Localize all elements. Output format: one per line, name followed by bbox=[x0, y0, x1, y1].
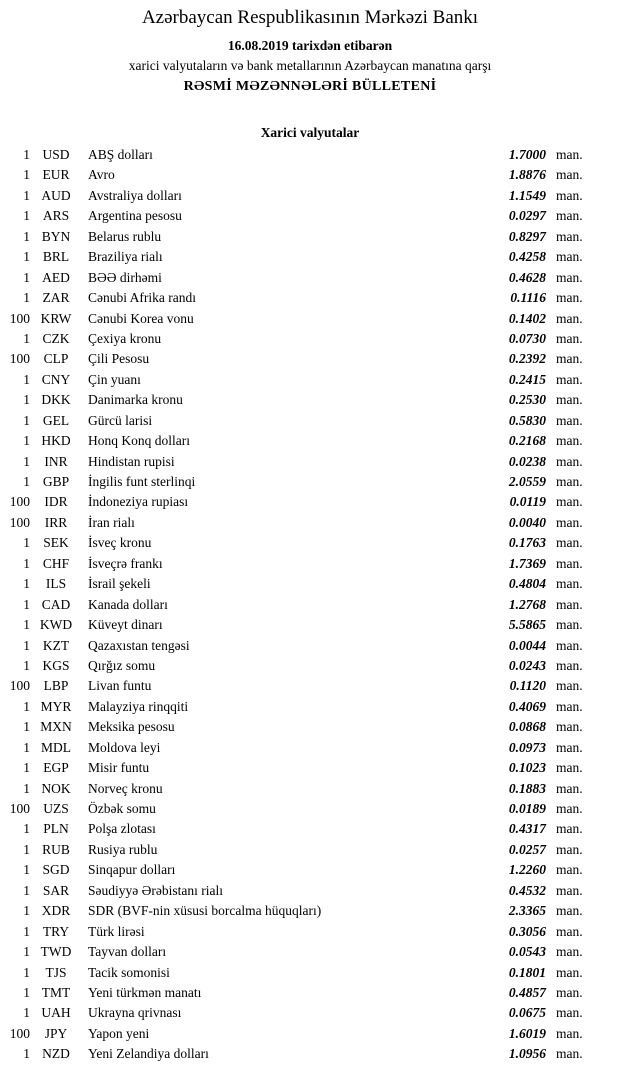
currency-quantity: 100 bbox=[9, 678, 30, 694]
currency-quantity: 1 bbox=[23, 576, 30, 592]
unit-label: man. bbox=[556, 984, 583, 1000]
unit-label: man. bbox=[556, 780, 583, 796]
currency-name: Cənubi Korea vonu bbox=[88, 310, 194, 326]
currency-name: Danimarka kronu bbox=[88, 392, 183, 408]
rate-value: 0.2168 bbox=[508, 433, 546, 449]
unit-label: man. bbox=[556, 249, 583, 265]
rate-row bbox=[0, 270, 620, 290]
currency-name: Sinqapur dolları bbox=[88, 862, 176, 878]
currency-code: CAD bbox=[41, 596, 71, 612]
rate-value: 1.8876 bbox=[508, 167, 546, 183]
bulletin-subtitle: xarici valyutaların və bank metallarının Azərbaycan manatına qarşı bbox=[128, 58, 492, 73]
currency-code: NOK bbox=[41, 780, 71, 796]
unit-label: man. bbox=[556, 392, 583, 408]
unit-label: man. bbox=[556, 801, 583, 816]
bulletin-header bbox=[0, 6, 620, 96]
currency-name: Rusiya rublu bbox=[88, 841, 158, 857]
currency-quantity: 100 bbox=[9, 514, 30, 530]
currency-name: Türk lirəsi bbox=[88, 923, 145, 939]
currency-name: Norveç kronu bbox=[88, 780, 163, 796]
currency-quantity: 1 bbox=[23, 821, 30, 837]
unit-label: man. bbox=[556, 637, 583, 653]
unit-label: man. bbox=[556, 412, 583, 428]
currency-code: IDR bbox=[44, 494, 68, 510]
unit-label: man. bbox=[556, 596, 583, 612]
unit-label: man. bbox=[556, 351, 583, 367]
currency-name: Tacik somonisi bbox=[88, 964, 170, 980]
currency-name: İndoneziya rupiası bbox=[88, 494, 189, 510]
currency-name: Ukrayna qrivnası bbox=[88, 1005, 182, 1021]
currency-quantity: 1 bbox=[23, 535, 30, 551]
rate-value: 0.1801 bbox=[508, 964, 546, 980]
rate-value: 0.4069 bbox=[508, 698, 546, 714]
currency-quantity: 1 bbox=[23, 1005, 30, 1021]
unit-label: man. bbox=[556, 678, 583, 694]
unit-label: man. bbox=[556, 514, 583, 530]
currency-code: UAH bbox=[41, 1005, 71, 1021]
currency-name: Moldova leyi bbox=[88, 739, 161, 755]
currency-code: CZK bbox=[42, 330, 70, 346]
currency-name: Yeni Zelandiya dolları bbox=[88, 1046, 209, 1062]
rate-row bbox=[0, 821, 620, 841]
rate-value: 0.0675 bbox=[508, 1005, 546, 1021]
rate-row bbox=[0, 678, 620, 698]
currency-code: MDL bbox=[41, 739, 71, 755]
currency-quantity: 1 bbox=[23, 453, 30, 469]
currency-quantity: 1 bbox=[23, 719, 30, 735]
currency-code: KWD bbox=[39, 617, 73, 633]
rate-value: 2.0559 bbox=[508, 474, 546, 489]
section-title-foreign-currencies: Xarici valyutalar bbox=[260, 125, 360, 140]
currency-code: MYR bbox=[40, 698, 72, 714]
rate-row bbox=[0, 781, 620, 801]
currency-quantity: 1 bbox=[23, 330, 30, 346]
currency-name: BƏƏ dirhəmi bbox=[88, 269, 162, 285]
currency-name: Yeni türkmən manatı bbox=[88, 984, 202, 1000]
unit-label: man. bbox=[556, 330, 583, 346]
unit-label: man. bbox=[556, 555, 583, 571]
currency-name: Küveyt dinarı bbox=[88, 617, 163, 633]
rate-row bbox=[0, 1026, 620, 1046]
currency-code: BRL bbox=[42, 249, 70, 265]
currency-quantity: 1 bbox=[23, 862, 30, 878]
unit-label: man. bbox=[556, 841, 583, 857]
currency-quantity: 100 bbox=[9, 310, 30, 326]
currency-quantity: 1 bbox=[23, 944, 30, 960]
rate-row bbox=[0, 965, 620, 985]
currency-code: CNY bbox=[41, 371, 71, 387]
rate-row bbox=[0, 597, 620, 617]
rate-value: 1.7000 bbox=[508, 147, 546, 162]
currency-quantity: 100 bbox=[9, 1025, 30, 1041]
rate-row bbox=[0, 331, 620, 351]
currency-quantity: 1 bbox=[23, 412, 30, 428]
unit-label: man. bbox=[556, 821, 583, 837]
rate-value: 0.0119 bbox=[509, 494, 546, 510]
currency-name: Çin yuanı bbox=[88, 371, 141, 387]
currency-code: JPY bbox=[44, 1025, 68, 1041]
unit-label: man. bbox=[556, 147, 583, 162]
currency-quantity: 1 bbox=[23, 269, 30, 285]
currency-name: İsveç kronu bbox=[88, 535, 152, 551]
unit-label: man. bbox=[556, 944, 583, 960]
currency-quantity: 1 bbox=[23, 371, 30, 387]
currency-quantity: 1 bbox=[23, 780, 30, 796]
currency-quantity: 1 bbox=[23, 474, 30, 489]
unit-label: man. bbox=[556, 923, 583, 939]
rate-value: 1.6019 bbox=[508, 1025, 546, 1041]
unit-label: man. bbox=[556, 862, 583, 878]
currency-name: İsveçrə frankı bbox=[88, 555, 163, 571]
currency-code: DKK bbox=[41, 392, 71, 408]
rate-value: 0.4804 bbox=[508, 576, 546, 592]
unit-label: man. bbox=[556, 208, 583, 224]
currency-quantity: 1 bbox=[23, 1046, 30, 1062]
rate-value: 0.0868 bbox=[508, 719, 546, 735]
currency-name: Cənubi Afrika randı bbox=[88, 290, 196, 306]
effective-date: 16.08.2019 tarixdən etibarən bbox=[227, 38, 393, 53]
rate-value: 0.8297 bbox=[508, 228, 546, 244]
currency-code: KGS bbox=[42, 657, 70, 673]
unit-label: man. bbox=[556, 1005, 583, 1021]
bulletin-title: RƏSMİ MƏZƏNNƏLƏRİ BÜLLETENİ bbox=[183, 79, 437, 94]
currency-code: INR bbox=[44, 453, 68, 469]
unit-label: man. bbox=[556, 617, 583, 633]
currency-quantity: 1 bbox=[23, 903, 30, 919]
currency-quantity: 1 bbox=[23, 249, 30, 265]
currency-quantity: 1 bbox=[23, 984, 30, 1000]
rate-value: 1.2260 bbox=[508, 862, 546, 878]
unit-label: man. bbox=[556, 719, 583, 735]
unit-label: man. bbox=[556, 903, 583, 919]
currency-name: Livan funtu bbox=[88, 678, 152, 694]
currency-quantity: 1 bbox=[23, 187, 30, 203]
currency-code: TRY bbox=[42, 923, 70, 939]
currency-code: UZS bbox=[43, 801, 69, 816]
currency-code: XDR bbox=[41, 903, 71, 919]
rate-value: 0.4532 bbox=[508, 882, 546, 898]
rate-value: 1.1549 bbox=[508, 187, 546, 203]
currency-code: EGP bbox=[43, 760, 69, 776]
rate-row bbox=[0, 494, 620, 514]
unit-label: man. bbox=[556, 228, 583, 244]
currency-code: PLN bbox=[43, 821, 69, 837]
currency-quantity: 1 bbox=[23, 167, 30, 183]
rate-row bbox=[0, 924, 620, 944]
rate-row bbox=[0, 433, 620, 453]
rate-row bbox=[0, 454, 620, 474]
rate-row bbox=[0, 985, 620, 1005]
currency-quantity: 1 bbox=[23, 739, 30, 755]
rate-value: 0.2530 bbox=[508, 392, 546, 408]
rate-value: 0.0040 bbox=[508, 514, 546, 530]
unit-label: man. bbox=[556, 1025, 583, 1041]
currency-name: Kanada dolları bbox=[88, 596, 168, 612]
rate-value: 1.2768 bbox=[508, 596, 546, 612]
currency-name: Belarus rublu bbox=[88, 228, 162, 244]
unit-label: man. bbox=[556, 371, 583, 387]
currency-quantity: 1 bbox=[23, 923, 30, 939]
currency-code: KRW bbox=[40, 310, 72, 326]
currency-name: Meksika pesosu bbox=[88, 719, 175, 735]
currency-code: LBP bbox=[43, 678, 69, 694]
rate-value: 1.0956 bbox=[508, 1046, 546, 1062]
currency-code: ARS bbox=[42, 208, 70, 224]
currency-quantity: 100 bbox=[9, 351, 30, 367]
currency-quantity: 1 bbox=[23, 637, 30, 653]
currency-quantity: 1 bbox=[23, 760, 30, 776]
unit-label: man. bbox=[556, 167, 583, 183]
currency-name: Hindistan rupisi bbox=[88, 453, 175, 469]
rate-row bbox=[0, 474, 620, 494]
currency-quantity: 1 bbox=[23, 964, 30, 980]
rate-value: 0.0543 bbox=[508, 944, 546, 960]
currency-code: SAR bbox=[42, 882, 70, 898]
rate-value: 0.1023 bbox=[508, 760, 546, 776]
currency-code: USD bbox=[42, 147, 70, 162]
unit-label: man. bbox=[556, 760, 583, 776]
currency-code: CHF bbox=[42, 555, 70, 571]
unit-label: man. bbox=[556, 290, 583, 306]
currency-code: MXN bbox=[40, 719, 72, 735]
currency-name: Honq Konq dolları bbox=[88, 433, 190, 449]
currency-name: SDR (BVF-nin xüsusi borcalma hüquqları) bbox=[88, 903, 322, 919]
rate-row bbox=[0, 1046, 620, 1066]
currency-quantity: 1 bbox=[23, 698, 30, 714]
rate-row bbox=[0, 515, 620, 535]
currency-name: Avstraliya dolları bbox=[88, 187, 182, 203]
currency-code: GBP bbox=[42, 474, 70, 489]
rate-value: 0.1120 bbox=[509, 678, 546, 694]
currency-quantity: 1 bbox=[23, 841, 30, 857]
rate-row bbox=[0, 862, 620, 882]
currency-code: HKD bbox=[41, 433, 71, 449]
currency-code: RUB bbox=[42, 841, 70, 857]
unit-label: man. bbox=[556, 494, 583, 510]
rate-row bbox=[0, 617, 620, 637]
currency-code: KZT bbox=[42, 637, 70, 653]
currency-name: Özbək somu bbox=[88, 801, 156, 816]
currency-code: ILS bbox=[45, 576, 67, 592]
rate-row bbox=[0, 638, 620, 658]
currency-name: Malayziya rinqqiti bbox=[88, 698, 189, 714]
unit-label: man. bbox=[556, 474, 583, 489]
currency-name: ABŞ dolları bbox=[88, 147, 153, 162]
rate-value: 0.0044 bbox=[508, 637, 546, 653]
rate-value: 0.1763 bbox=[508, 535, 546, 551]
currency-quantity: 1 bbox=[23, 208, 30, 224]
currency-quantity: 1 bbox=[23, 433, 30, 449]
currency-quantity: 1 bbox=[23, 228, 30, 244]
currency-code: SGD bbox=[42, 862, 70, 878]
currency-code: TWD bbox=[40, 944, 72, 960]
currency-quantity: 1 bbox=[23, 657, 30, 673]
unit-label: man. bbox=[556, 535, 583, 551]
unit-label: man. bbox=[556, 882, 583, 898]
rate-value: 0.5830 bbox=[508, 412, 546, 428]
unit-label: man. bbox=[556, 657, 583, 673]
currency-code: NZD bbox=[42, 1046, 70, 1062]
currency-name: Gürcü larisi bbox=[88, 412, 153, 428]
rate-value: 0.0238 bbox=[508, 453, 546, 469]
currency-quantity: 1 bbox=[23, 392, 30, 408]
rate-value: 0.4258 bbox=[508, 249, 546, 265]
rate-value: 0.4857 bbox=[508, 984, 546, 1000]
currency-quantity: 1 bbox=[23, 882, 30, 898]
rate-row bbox=[0, 290, 620, 310]
currency-quantity: 1 bbox=[23, 555, 30, 571]
unit-label: man. bbox=[556, 269, 583, 285]
rate-value: 0.1883 bbox=[508, 780, 546, 796]
unit-label: man. bbox=[556, 453, 583, 469]
currency-name: Misir funtu bbox=[88, 760, 150, 776]
unit-label: man. bbox=[556, 187, 583, 203]
rate-value: 0.0973 bbox=[508, 739, 546, 755]
currency-code: IRR bbox=[44, 514, 68, 530]
currency-code: CLP bbox=[43, 351, 69, 367]
unit-label: man. bbox=[556, 739, 583, 755]
currency-name: Argentina pesosu bbox=[88, 208, 182, 224]
rate-row bbox=[0, 188, 620, 208]
rate-value: 5.5865 bbox=[508, 617, 546, 633]
rate-value: 0.4317 bbox=[508, 821, 546, 837]
currency-name: Avro bbox=[88, 167, 115, 183]
rate-row bbox=[0, 167, 620, 187]
rate-row bbox=[0, 576, 620, 596]
currency-name: Qırğız somu bbox=[88, 657, 156, 673]
currency-name: İsrail şekeli bbox=[88, 576, 151, 592]
currency-code: ZAR bbox=[42, 290, 70, 306]
rate-row bbox=[0, 658, 620, 678]
currency-name: Tayvan dolları bbox=[88, 944, 167, 960]
unit-label: man. bbox=[556, 964, 583, 980]
rate-row bbox=[0, 903, 620, 923]
rate-value: 0.2415 bbox=[508, 371, 546, 387]
unit-label: man. bbox=[556, 310, 583, 326]
bank-title: Azərbaycan Respublikasının Mərkəzi Bankı bbox=[141, 7, 479, 28]
unit-label: man. bbox=[556, 576, 583, 592]
currency-quantity: 1 bbox=[23, 617, 30, 633]
rates-table bbox=[0, 147, 620, 1067]
currency-name: İran rialı bbox=[88, 514, 135, 530]
currency-name: Çexiya kronu bbox=[88, 330, 162, 346]
rate-row bbox=[0, 699, 620, 719]
currency-name: Çili Pesosu bbox=[88, 351, 150, 367]
rate-value: 0.3056 bbox=[508, 923, 546, 939]
currency-name: Qazaxıstan tengəsi bbox=[88, 637, 190, 653]
rate-row bbox=[0, 351, 620, 371]
currency-quantity: 100 bbox=[9, 494, 30, 510]
rate-row bbox=[0, 842, 620, 862]
currency-code: EUR bbox=[42, 167, 70, 183]
rate-row bbox=[0, 801, 620, 821]
currency-code: AUD bbox=[41, 187, 71, 203]
rate-row bbox=[0, 249, 620, 269]
rate-row bbox=[0, 208, 620, 228]
rate-value: 0.0297 bbox=[508, 208, 546, 224]
rate-row bbox=[0, 392, 620, 412]
unit-label: man. bbox=[556, 698, 583, 714]
currency-code: TMT bbox=[41, 984, 71, 1000]
rate-row bbox=[0, 311, 620, 331]
rate-row bbox=[0, 760, 620, 780]
rate-row bbox=[0, 1005, 620, 1025]
currency-code: TJS bbox=[45, 964, 67, 980]
rate-row bbox=[0, 229, 620, 249]
currency-quantity: 100 bbox=[9, 801, 30, 816]
currency-code: BYN bbox=[41, 228, 71, 244]
currency-name: Yapon yeni bbox=[88, 1025, 150, 1041]
currency-code: GEL bbox=[42, 412, 70, 428]
currency-code: AED bbox=[42, 269, 70, 285]
rate-row bbox=[0, 372, 620, 392]
currency-name: Braziliya rialı bbox=[88, 249, 163, 265]
currency-name: Səudiyyə Ərəbistanı rialı bbox=[88, 882, 223, 898]
rate-row bbox=[0, 719, 620, 739]
unit-label: man. bbox=[556, 1046, 583, 1062]
rate-row bbox=[0, 740, 620, 760]
unit-label: man. bbox=[556, 433, 583, 449]
rate-value: 0.4628 bbox=[508, 269, 546, 285]
rate-value: 0.2392 bbox=[508, 351, 546, 367]
currency-quantity: 1 bbox=[23, 596, 30, 612]
currency-quantity: 1 bbox=[23, 147, 30, 162]
rate-row bbox=[0, 413, 620, 433]
rate-value: 0.0243 bbox=[508, 657, 546, 673]
rate-row bbox=[0, 556, 620, 576]
rate-value: 0.0189 bbox=[508, 801, 546, 816]
currency-name: İngilis funt sterlinqi bbox=[88, 474, 196, 489]
rate-value: 0.1402 bbox=[508, 310, 546, 326]
rate-row bbox=[0, 944, 620, 964]
rate-value: 0.0257 bbox=[508, 841, 546, 857]
rate-value: 0.0730 bbox=[508, 330, 546, 346]
currency-quantity: 1 bbox=[23, 290, 30, 306]
rate-value: 1.7369 bbox=[508, 555, 546, 571]
rate-value: 0.1116 bbox=[510, 290, 546, 306]
currency-name: Polşa zlotası bbox=[88, 821, 156, 837]
rate-row bbox=[0, 535, 620, 555]
rate-row bbox=[0, 147, 620, 167]
currency-code: SEK bbox=[43, 535, 69, 551]
rate-value: 2.3365 bbox=[508, 903, 546, 919]
rate-row bbox=[0, 883, 620, 903]
